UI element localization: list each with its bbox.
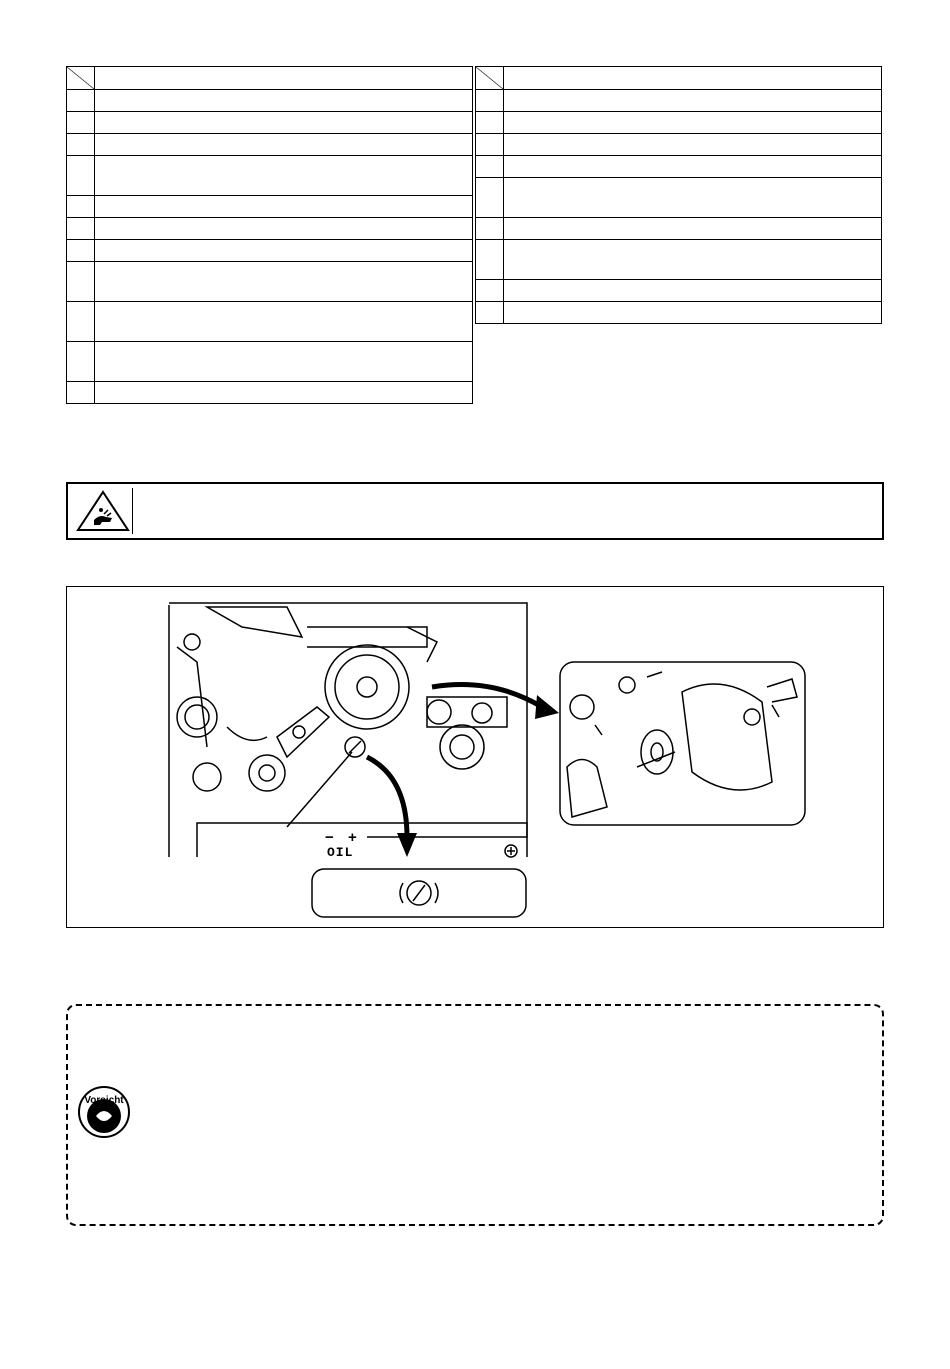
table-row: [95, 262, 473, 302]
table-row: [95, 196, 473, 218]
table-row: [504, 134, 882, 156]
illustration-box: [66, 586, 884, 928]
vorsicht-hand-icon: [76, 1084, 132, 1140]
table-row: [504, 178, 882, 218]
table-row: [95, 342, 473, 382]
table-row: [95, 218, 473, 240]
vorsicht-badge-text: Vorsicht: [84, 1095, 124, 1106]
table-row: [95, 112, 473, 134]
caution-box: [66, 1004, 884, 1226]
oil-direction-plus: +: [348, 829, 357, 846]
parts-table-left: [66, 66, 473, 404]
table-row: [504, 218, 882, 240]
oil-direction-minus: −: [325, 829, 334, 846]
table-row: [95, 302, 473, 342]
table-row: [95, 90, 473, 112]
table-corner-cell: [476, 67, 504, 90]
oil-label: OIL: [327, 845, 354, 860]
table-corner-cell: [67, 67, 95, 90]
table-row: [95, 134, 473, 156]
warning-box: [66, 482, 884, 540]
parts-table-right: [475, 66, 882, 324]
table-row: [95, 156, 473, 196]
sewing-machine-hook-illustration: [67, 587, 883, 927]
table-row: [504, 90, 882, 112]
table-row: [504, 112, 882, 134]
table-row: [95, 240, 473, 262]
table-row: [95, 382, 473, 404]
table-row: [504, 302, 882, 324]
table-row: [504, 280, 882, 302]
hand-injury-warning-icon: [74, 488, 133, 534]
table-row: [504, 156, 882, 178]
table-row: [504, 240, 882, 280]
